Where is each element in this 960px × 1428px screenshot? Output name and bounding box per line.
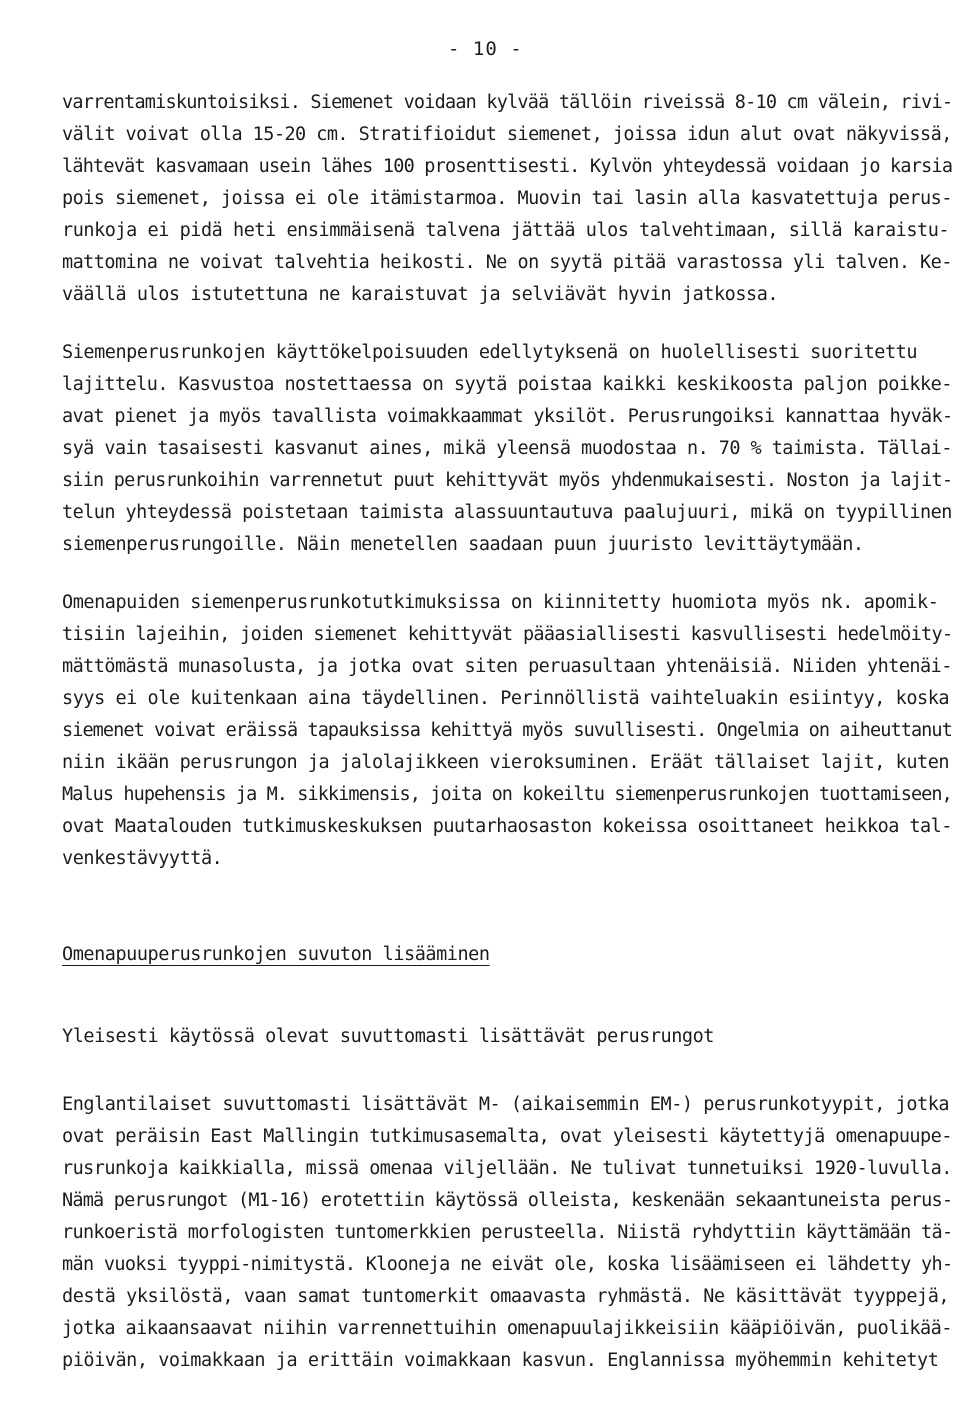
text-line: runkoeristä morfologisten tuntomerkkien perusteella. Niistä ryhdyttiin käyttämään tä- — [62, 1222, 953, 1243]
text-line: ovat Maatalouden tutkimuskeskuksen puutarhaosaston kokeissa osoittaneet heikkoa tal- — [62, 816, 952, 837]
text-line: Malus hupehensis ja M. sikkimensis, joita on kokeiltu siemenperusrunkojen tuottamiseen, — [62, 784, 952, 805]
subsection-heading: Yleisesti käytössä olevat suvuttomasti lisättävät perusrungot — [62, 1026, 714, 1047]
text-line: Omenapuiden siemenperusrunkotutkimuksissa on kiinnitetty huomiota myös nk. apomik- — [62, 592, 939, 613]
text-line: Nämä perusrungot (M1-16) erotettiin käytössä olleista, keskenään sekaantuneista perus- — [62, 1190, 953, 1211]
text-line: rusrunkoja kaikkialla, missä omenaa viljellään. Ne tulivat tunnetuiksi 1920-luvulla. — [62, 1158, 952, 1179]
text-line: niin ikään perusrungon ja jalolajikkeen vieroksuminen. Eräät tällaiset lajit, kuten — [62, 752, 950, 773]
text-line: män vuoksi tyyppi-nimitystä. Klooneja ne eivät ole, koska lisäämiseen ei lähdetty yh- — [62, 1254, 953, 1275]
text-line: mattomina ne voivat talvehtia heikosti. Ne on syytä pitää varastossa yli talven. Ke- — [62, 252, 952, 273]
text-line: Englantilaiset suvuttomasti lisättävät M- (aikaisemmin EM-) perusrunkotyypit, jotka — [62, 1094, 950, 1115]
section-heading: Omenapuuperusrunkojen suvuton lisääminen — [62, 944, 490, 965]
text-line: tisiin lajeihin, joiden siemenet kehittyvät pääasiallisesti kasvullisesti hedelmöity- — [62, 624, 953, 645]
text-line: varrentamiskuntoisiksi. Siemenet voidaan kylvää tällöin riveissä 8-10 cm välein, rivi- — [62, 92, 953, 113]
text-line: ovat peräisin East Mallingin tutkimusasemalta, ovat yleisesti käytettyjä omenapuupe- — [62, 1126, 952, 1147]
text-line: avat pienet ja myös tavallista voimakkaammat yksilöt. Perusrungoiksi kannattaa hyväk- — [62, 406, 953, 427]
page-number: - 10 - — [448, 38, 523, 60]
text-line: telun yhteydessä poistetaan taimista alassuuntautuva paalujuuri, mikä on tyypillinen — [62, 502, 952, 523]
text-line: mättömästä munasolusta, ja jotka ovat siten peruasultaan yhtenäisiä. Niiden yhtenäi- — [62, 656, 952, 677]
text-line: siemenperusrungoille. Näin menetellen saadaan puun juuristo levittäytymään. — [62, 534, 864, 555]
text-line: syä vain tasaisesti kasvanut aines, mikä yleensä muodostaa n. 70 % taimista. Tällai- — [62, 438, 952, 459]
text-line: piöivän, voimakkaan ja erittäin voimakkaan kasvun. Englannissa myöhemmin kehitetyt — [62, 1350, 939, 1371]
text-line: jotka aikaansaavat niihin varrennettuihin omenapuulajikkeisiin kääpiöivän, puolikää- — [62, 1318, 952, 1339]
text-line: syys ei ole kuitenkaan aina täydellinen. Perinnöllistä vaihteluakin esiintyy, koska — [62, 688, 950, 709]
text-line: lähtevät kasvamaan usein lähes 100 prosenttisesti. Kylvön yhteydessä voidaan jo karsia — [62, 156, 953, 177]
text-line: siin perusrunkoihin varrennetut puut kehittyvät myös yhdenmukaisesti. Noston ja lajit- — [62, 470, 953, 491]
text-line: destä yksilöstä, vaan samat tuntomerkit omaavasta ryhmästä. Ne käsittävät tyyppejä, — [62, 1286, 950, 1307]
text-line: Siemenperusrunkojen käyttökelpoisuuden edellytyksenä on huolellisesti suoritettu — [62, 342, 918, 363]
text-line: välit voivat olla 15-20 cm. Stratifioidut siemenet, joissa idun alut ovat näkyvissä, — [62, 124, 952, 145]
text-line: siemenet voivat eräissä tapauksissa kehittyä myös suvullisesti. Ongelmia on aiheuttanut — [62, 720, 952, 741]
text-line: väällä ulos istutettuna ne karaistuvat ja selviävät hyvin jatkossa. — [62, 284, 779, 305]
text-line: lajittelu. Kasvustoa nostettaessa on syytä poistaa kaikki keskikoosta paljon poikke- — [62, 374, 952, 395]
text-line: pois siemenet, joissa ei ole itämistarmoa. Muovin tai lasin alla kasvatettuja perus- — [62, 188, 952, 209]
text-line: runkoja ei pidä heti ensimmäisenä talvena jättää ulos talvehtimaan, sillä karaistu- — [62, 220, 950, 241]
text-line: venkestävyyttä. — [62, 848, 223, 869]
